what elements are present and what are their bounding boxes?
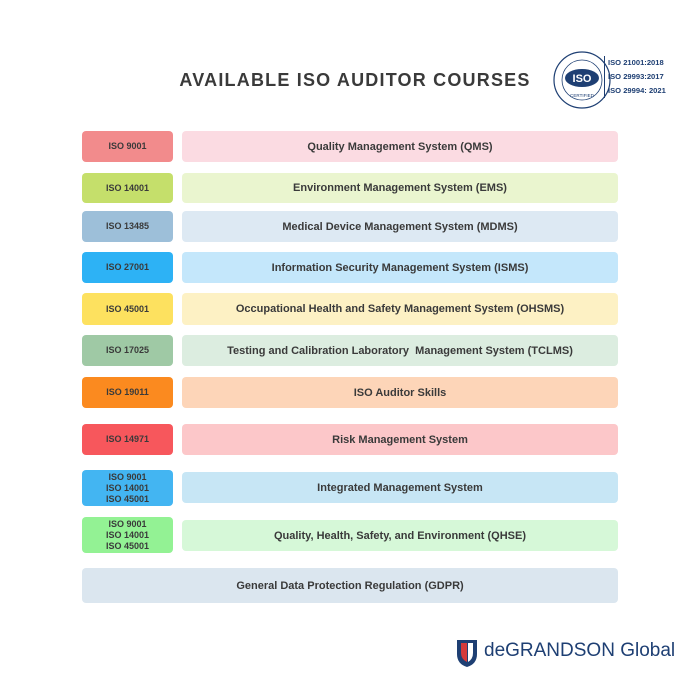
iso-code-badge [82, 211, 173, 242]
seal-mark: ISO [572, 73, 592, 85]
page-title: AVAILABLE ISO AUDITOR COURSES [179, 70, 531, 90]
iso-code: ISO 9001 [108, 141, 147, 151]
cert-standard-3: ISO 29994: 2021 [608, 86, 666, 95]
iso-code: ISO 45001 [105, 540, 150, 551]
iso-code: ISO 45001 [105, 303, 150, 314]
iso-code: ISO 17025 [105, 345, 150, 355]
cert-standard-2: ISO 29993:2017 [608, 72, 664, 81]
course-name-gdpr: General Data Protection Regulation (GDPR) [82, 568, 618, 603]
course-name: Risk Management System [182, 424, 618, 455]
certification-list [608, 56, 666, 98]
brand-name: deGRANDSON Global [484, 640, 676, 661]
iso-code: ISO 9001 [108, 518, 147, 529]
iso-code: ISO 27001 [105, 262, 150, 272]
iso-code: ISO 9001 [108, 471, 147, 482]
iso-code-badge [82, 293, 173, 325]
iso-code-badge [82, 252, 173, 283]
course-name: ISO Auditor Skills [182, 377, 618, 408]
seal-divider [604, 56, 605, 98]
course-name: Integrated Management System [182, 472, 618, 503]
course-name: Medical Device Management System (MDMS) [182, 211, 618, 242]
course-name: Quality, Health, Safety, and Environment (QHSE) [182, 520, 618, 551]
iso-code-badge [82, 377, 173, 408]
course-name: Environment Management System (EMS) [182, 173, 618, 203]
iso-code: ISO 14971 [105, 434, 150, 444]
course-row-gdpr [82, 568, 618, 603]
iso-code: ISO 19011 [106, 387, 149, 397]
iso-code-badge [82, 335, 173, 366]
iso-code-badge [82, 173, 173, 203]
iso-code: ISO 14001 [105, 529, 150, 540]
cert-standard-1: ISO 21001:2018 [608, 58, 664, 67]
course-name: Occupational Health and Safety Management System (OHSMS) [182, 293, 618, 325]
iso-code-badge [82, 424, 173, 455]
iso-code-badge [82, 131, 173, 162]
iso-code: ISO 14001 [105, 482, 150, 493]
iso-code: ISO 14001 [105, 182, 150, 193]
iso-certified-seal [552, 50, 612, 110]
course-name: Information Security Management System (ISMS) [182, 252, 618, 283]
iso-code: ISO 13485 [105, 221, 150, 231]
iso-code: ISO 45001 [105, 493, 150, 504]
iso-code-badge [82, 470, 173, 506]
course-name: Testing and Calibration Laboratory Management System (TCLMS) [182, 335, 618, 366]
seal-certified: CERTIFIED [570, 93, 594, 98]
course-name: Quality Management System (QMS) [182, 131, 618, 162]
iso-code-badge [82, 517, 173, 553]
